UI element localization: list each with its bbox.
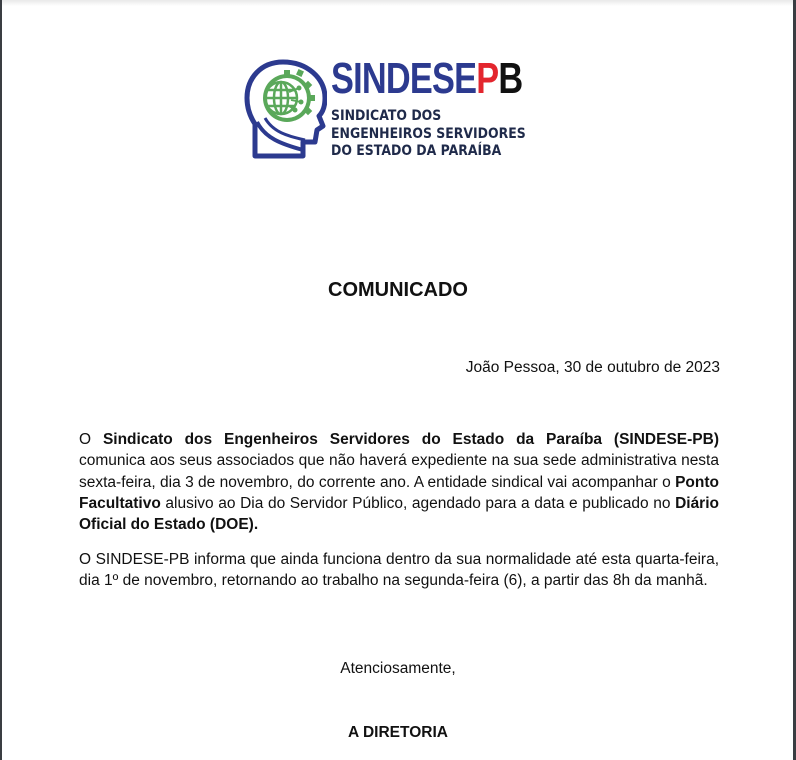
text: alusivo ao Dia do Servidor Público, agendado para a data e publicado no (160, 494, 676, 512)
date-line: João Pessoa, 30 de outubro de 2023 (465, 359, 720, 376)
ponto-facultativo-bold: Ponto Facultativo (79, 473, 719, 512)
logo-title-b: B (498, 54, 523, 103)
signature: A DIRETORIA (348, 724, 448, 741)
document-heading: COMUNICADO (328, 279, 468, 301)
logo-subtitle-line: DO ESTADO DA PARAÍBA (331, 143, 502, 159)
logo-subtitle (331, 108, 526, 161)
doe-bold: Diário Oficial do Estado (DOE). (79, 494, 719, 534)
head-globe-gear-icon (243, 58, 327, 164)
closing-line: Atenciosamente, (340, 660, 456, 677)
text: comunica aos seus associados que não haverá expediente na sua sede administrativa nesta sexta-feira, dia 3 de novembro, do corrente ano. A entidade sindical vai acompanhar o (79, 452, 719, 491)
viewer-left-border (0, 0, 2, 760)
logo-subtitle-line: SINDICATO DOS (331, 108, 442, 124)
logo-title-p: P (476, 54, 499, 103)
paragraph-schedule: O SINDESE-PB informa que ainda funciona dentro da sua normalidade até esta quarta-feira, dia 1º de novembro, retornando ao trabalho na segunda-feira (6), a partir das 8h da manhã. (79, 551, 719, 590)
logo-title (331, 54, 522, 104)
text: O (79, 431, 103, 448)
sindesepb-logo (243, 54, 533, 164)
logo-subtitle-line: ENGENHEIROS SERVIDORES (331, 125, 526, 142)
union-name-bold: Sindicato dos Engenheiros Servidores do Estado da Paraíba (SINDESE-PB) (102, 431, 719, 448)
logo-title-sindese: SINDESE (331, 54, 477, 103)
page-top-shadow (0, 0, 796, 6)
paragraph-announcement (79, 429, 719, 535)
